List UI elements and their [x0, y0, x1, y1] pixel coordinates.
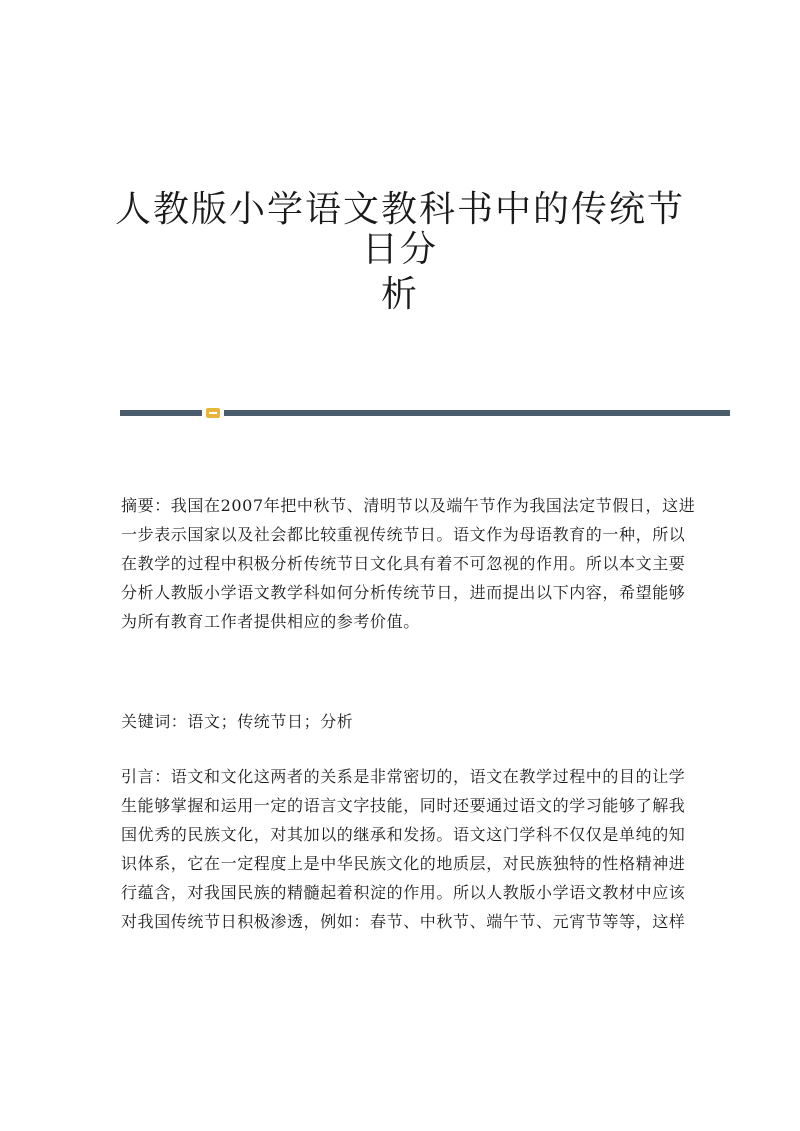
introduction-paragraph [121, 762, 686, 936]
card-emblem-icon [206, 408, 220, 418]
divider-bar-right [224, 410, 730, 416]
intro-line: 国优秀的民族文化，对其加以的继承和发扬。语文这门学科不仅仅是单纯的知 [121, 825, 686, 844]
abstract-line: 分析人教版小学语文教学科如何分析传统节日，进而提出以下内容，希望能够 [121, 583, 686, 602]
keywords-line: 关键词：语文；传统节日；分析 [121, 712, 354, 731]
intro-line: 对我国传统节日积极渗透，例如：春节、中秋节、端午节、元宵节等等，这样 [121, 912, 686, 931]
abstract-line: 一步表示国家以及社会都比较重视传统节日。语文作为母语教育的一种，所以 [121, 525, 686, 544]
intro-line: 行蕴含，对我国民族的精髓起着积淀的作用。所以人教版小学语文教材中应该 [121, 883, 686, 902]
keywords-paragraph [121, 707, 681, 736]
intro-line: 引言：语文和文化这两者的关系是非常密切的，语文在教学过程中的目的让学 [121, 767, 686, 786]
abstract-paragraph [121, 491, 696, 636]
document-title-line-2: 析 [380, 274, 419, 315]
title-divider [120, 408, 730, 418]
document-title-line-1: 人教版小学语文教科书中的传统节日分 [114, 189, 685, 270]
divider-bar-left [120, 410, 202, 416]
abstract-line: 在教学的过程中积极分析传统节日文化具有着不可忽视的作用。所以本文主要 [121, 554, 686, 573]
intro-line: 生能够掌握和运用一定的语言文字技能，同时还要通过语文的学习能够了解我 [121, 796, 686, 815]
abstract-line: 为所有教育工作者提供相应的参考价值。 [121, 612, 420, 631]
abstract-line: 摘要：我国在2007年把中秋节、清明节以及端午节作为我国法定节假日，这进 [121, 496, 696, 515]
intro-line: 识体系，它在一定程度上是中华民族文化的地质层，对民族独特的性格精神进 [121, 854, 686, 873]
